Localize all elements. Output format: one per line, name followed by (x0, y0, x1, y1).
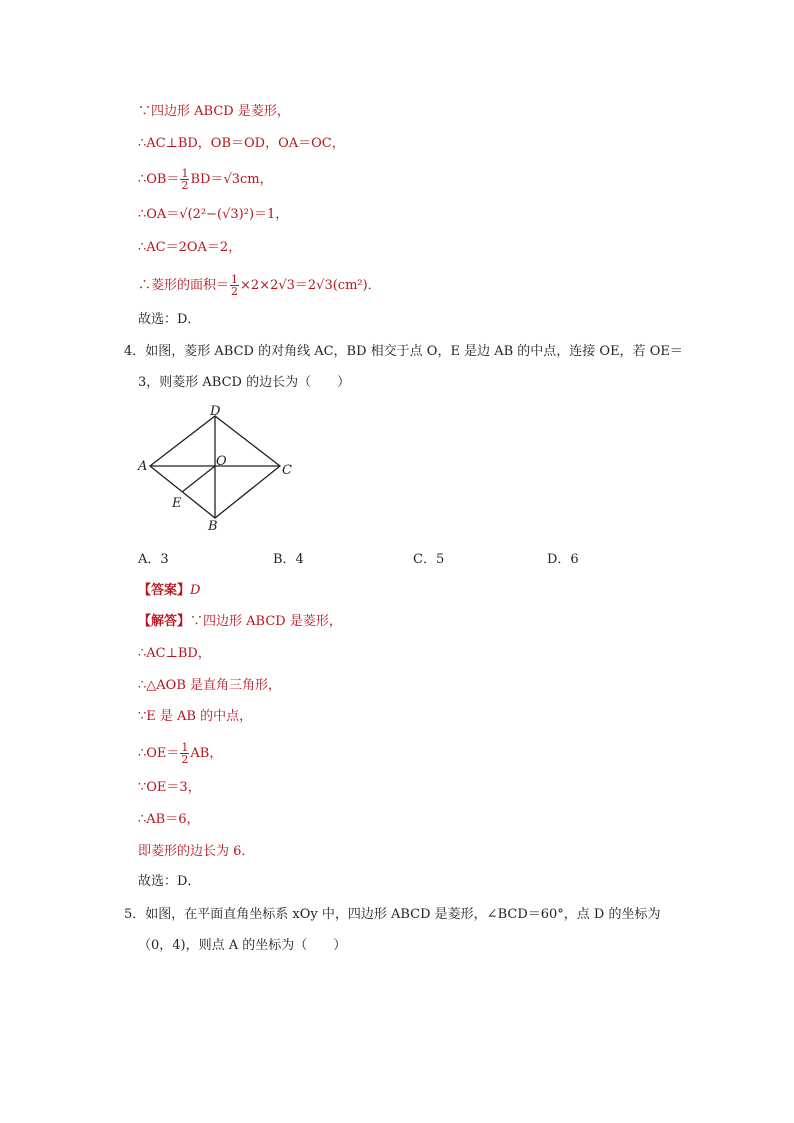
fraction-denominator: 2 (181, 753, 189, 766)
solution-step-5 (138, 742, 222, 765)
label-o: O (216, 454, 227, 469)
segment-oe (182, 466, 215, 492)
answer-tag: 【答案】 (138, 583, 191, 598)
solution-line-4: ∴OA＝√(2²−(√3)²)＝1， (138, 207, 289, 222)
solution-line-3-pre: ∴OB＝ (138, 172, 180, 187)
answer-value: D (190, 583, 201, 598)
option-a: A．3 (138, 552, 169, 567)
question-4-line-2: 3，则菱形 ABCD 的边长为（ ） (138, 375, 351, 390)
fraction-numerator: 1 (231, 273, 239, 286)
fraction-half (180, 742, 189, 765)
question-4-line-1: 4．如图，菱形 ABCD 的对角线 AC，BD 相交于点 O，E 是边 AB 的中点，连接 OE，若 OE＝ (124, 344, 683, 359)
label-d: D (210, 404, 221, 419)
solution-step-6: ∵OE＝3， (138, 780, 201, 795)
label-e: E (172, 496, 182, 511)
question-5-line-1: 5．如图，在平面直角坐标系 xOy 中，四边形 ABCD 是菱形，∠BCD＝60°，点 D 的坐标为 (124, 907, 661, 922)
fraction-denominator: 2 (231, 285, 239, 298)
solution-step-7: ∴AB＝6， (138, 812, 200, 827)
solution-line-6-pre: ∴菱形的面积＝ (138, 278, 230, 293)
solution-step-1: ∵四边形 ABCD 是菱形， (190, 614, 342, 629)
solution-step-2: ∴AC⊥BD， (138, 646, 211, 661)
solution-choice: 故选：D． (138, 874, 201, 889)
option-d: D．6 (547, 552, 579, 567)
prev-choice: 故选：D． (138, 312, 201, 327)
fraction-half (180, 168, 189, 191)
solution-line-3 (138, 168, 273, 191)
option-b: B．4 (273, 552, 304, 567)
solution-step-5-pre: ∴OE＝ (138, 746, 180, 761)
rhombus-figure (134, 402, 304, 532)
fraction-half (230, 274, 239, 297)
solution-step-8: 即菱形的边长为 6． (138, 844, 255, 859)
label-c: C (282, 463, 292, 478)
question-5-line-2: （0，4)，则点 A 的坐标为（ ） (138, 938, 347, 953)
solution-header (138, 612, 342, 632)
solution-step-4: ∵E 是 AB 的中点， (138, 709, 253, 724)
label-a: A (138, 459, 148, 474)
solution-line-5: ∴AC＝2OA＝2， (138, 240, 242, 255)
solution-line-6 (138, 274, 381, 297)
solution-step-5-post: AB， (190, 746, 223, 761)
fraction-numerator: 1 (181, 741, 189, 754)
answer-line (138, 581, 200, 601)
fraction-denominator: 2 (181, 179, 189, 192)
solution-line-6-post: ×2×2√3＝2√3(cm²)． (240, 278, 381, 293)
label-b: B (208, 519, 218, 532)
fraction-numerator: 1 (181, 167, 189, 180)
solution-step-3: ∴△AOB 是直角三角形， (138, 678, 282, 693)
solution-line-3-post: BD＝√3cm， (190, 172, 273, 187)
option-c: C．5 (413, 552, 445, 567)
solution-tag: 【解答】 (138, 614, 191, 629)
solution-line-2: ∴AC⊥BD，OB＝OD，OA＝OC， (138, 136, 345, 151)
solution-line-1: ∵四边形 ABCD 是菱形， (138, 104, 290, 119)
